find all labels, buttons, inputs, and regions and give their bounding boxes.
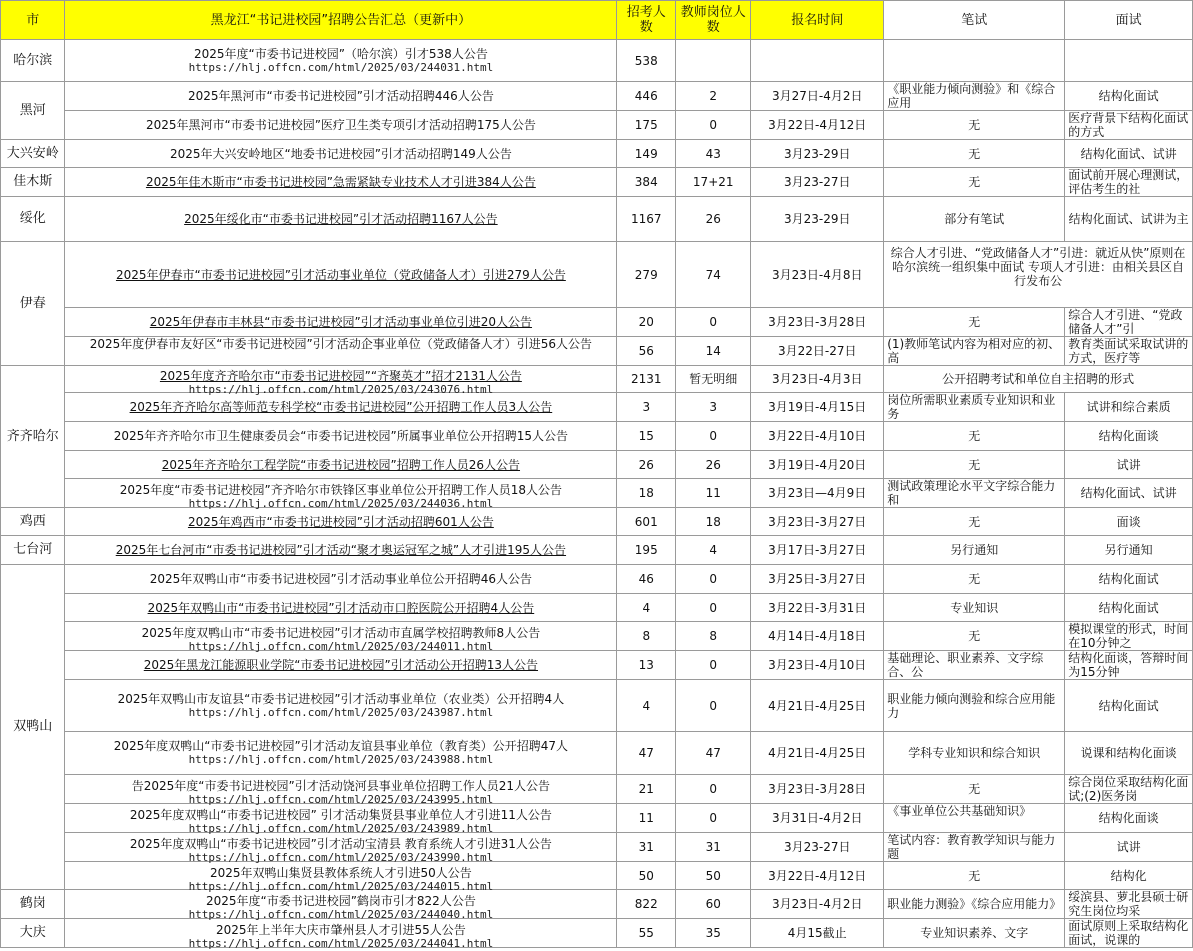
teacher-posts: 0	[676, 651, 751, 680]
interview	[1065, 168, 1193, 197]
written-test	[884, 393, 1065, 422]
interview: 结构化面试	[1065, 680, 1193, 732]
header-written-test: 笔试	[884, 1, 1065, 40]
announcement-cell	[65, 308, 617, 337]
interview-text: 医疗背景下结构化面试的方式	[1068, 111, 1189, 139]
announcement-url[interactable]: https://hlj.offcn.com/html/2025/03/243995.html	[188, 793, 494, 806]
reg-time: 3月23日-3月28日	[751, 308, 884, 337]
announcement-url[interactable]: https://hlj.offcn.com/html/2025/03/244031.html	[188, 60, 494, 74]
reg-time: 3月23-29日	[751, 140, 884, 168]
recruit-count: 47	[617, 732, 676, 775]
reg-time: 3月22日-4月12日	[751, 862, 884, 890]
city-cell: 黑河	[1, 82, 65, 140]
recruit-count: 31	[617, 833, 676, 862]
announcement-url[interactable]: https://hlj.offcn.com/html/2025/03/244011.html	[188, 640, 494, 653]
teacher-posts: 14	[676, 337, 751, 366]
interview: 结构化面试	[1065, 594, 1193, 622]
recruit-count: 20	[617, 308, 676, 337]
written-test: 无	[884, 140, 1065, 168]
written-test	[884, 833, 1065, 862]
header-interview: 面试	[1065, 1, 1193, 40]
reg-time: 3月23日-4月8日	[751, 242, 884, 308]
teacher-posts: 11	[676, 479, 751, 508]
announcement-title[interactable]: 2025年齐齐哈尔市卫生健康委员会“市委书记进校园”所属事业单位公开招聘15人公告	[113, 429, 569, 443]
announcement-title[interactable]: 2025年双鸭山市友谊县“市委书记进校园”引才活动事业单位（农业类）公开招聘4人	[117, 691, 565, 706]
written-test: 部分有笔试	[884, 197, 1065, 242]
written-test-text: 岗位所需职业素质专业知识和业务	[887, 393, 1056, 421]
reg-time: 4月14日-4月18日	[751, 622, 884, 651]
announcement-cell	[65, 594, 617, 622]
announcement-title[interactable]: 2025年黑龙江能源职业学院“市委书记进校园”引才活动公开招聘13人公告	[143, 658, 539, 672]
announcement-title[interactable]: 2025年大兴安岭地区“地委书记进校园”引才活动招聘149人公告	[169, 146, 512, 161]
interview: 结构化面谈	[1065, 804, 1193, 833]
reg-time: 3月22日-4月12日	[751, 111, 884, 140]
teacher-posts: 0	[676, 422, 751, 451]
interview	[1065, 775, 1193, 804]
table-row	[1, 197, 1193, 242]
announcement-cell	[65, 651, 617, 680]
written-test: 职业能力倾向测验和综合应用能力	[884, 680, 1065, 732]
interview	[1065, 337, 1193, 366]
table-row	[1, 680, 1193, 732]
written-test: 无	[884, 565, 1065, 594]
reg-time: 3月22日-4月10日	[751, 422, 884, 451]
recruit-count: 55	[617, 919, 676, 948]
interview	[1065, 919, 1193, 948]
table-row	[1, 651, 1193, 680]
teacher-posts: 0	[676, 565, 751, 594]
reg-time: 3月23日—4月9日	[751, 479, 884, 508]
announcement-title[interactable]: 2025年上半年大庆市肇州县人才引进55人公告	[215, 923, 466, 937]
table-row	[1, 862, 1193, 890]
city-cell: 鸡西	[1, 508, 65, 536]
city-cell: 鹤岗	[1, 890, 65, 919]
interview: 结构化	[1065, 862, 1193, 890]
announcement-cell	[65, 508, 617, 536]
written-test	[884, 804, 1065, 833]
announcement-url[interactable]: https://hlj.offcn.com/html/2025/03/243987.html	[188, 705, 494, 719]
teacher-posts: 50	[676, 862, 751, 890]
teacher-posts: 0	[676, 308, 751, 337]
recruit-count: 279	[617, 242, 676, 308]
announcement-title[interactable]: 2025年齐齐哈尔工程学院“市委书记进校园”招聘工作人员26人公告	[161, 457, 521, 472]
recruit-count: 15	[617, 422, 676, 451]
announcement-title[interactable]: 2025年度双鸭山“市委书记进校园” 引才活动集贤县事业单位人才引进11人公告	[129, 808, 552, 822]
interview	[1065, 111, 1193, 140]
reg-time: 4月15截止	[751, 919, 884, 948]
announcement-title[interactable]: 2025年伊春市丰林县“市委书记进校园”引才活动事业单位引进20人公告	[149, 315, 533, 329]
teacher-posts: 60	[676, 890, 751, 919]
announcement-cell	[65, 536, 617, 565]
written-test-text: 《事业单位公共基础知识》	[887, 804, 1032, 818]
written-test-text: 测试政策理论水平文字综合能力和	[887, 479, 1056, 507]
header-recruit-count: 招考人数	[617, 1, 676, 40]
written-test: 无	[884, 168, 1065, 197]
announcement-title[interactable]: 2025年绥化市“市委书记进校园”引才活动招聘1167人公告	[184, 212, 498, 226]
table-row	[1, 775, 1193, 804]
recruit-count: 21	[617, 775, 676, 804]
announcement-cell	[65, 804, 617, 833]
announcement-title[interactable]: 2025年双鸭山市“市委书记进校园”引才活动市口腔医院公开招聘4人公告	[147, 600, 535, 615]
table-row	[1, 140, 1193, 168]
interview	[1065, 308, 1193, 337]
teacher-posts: 0	[676, 775, 751, 804]
interview-text: 综合岗位采取结构化面试;(2)医务岗	[1068, 775, 1189, 803]
written-test	[884, 337, 1065, 366]
header-teacher-posts: 教师岗位人数	[676, 1, 751, 40]
reg-time: 3月23日-4月3日	[751, 366, 884, 393]
announcement-title[interactable]: 2025年度齐齐哈尔市“市委书记进校园”“齐聚英才”招才2131人公告	[159, 369, 522, 383]
teacher-posts: 43	[676, 140, 751, 168]
table-row	[1, 594, 1193, 622]
reg-time: 4月21日-4月25日	[751, 732, 884, 775]
interview: 结构化面试	[1065, 82, 1193, 111]
recruit-count: 50	[617, 862, 676, 890]
interview: 结构化面试	[1065, 565, 1193, 594]
reg-time	[751, 40, 884, 82]
written-test: 无	[884, 422, 1065, 451]
announcement-url[interactable]: https://hlj.offcn.com/html/2025/03/243988.html	[188, 753, 494, 766]
announcement-title[interactable]: 2025年度双鸭山市“市委书记进校园”引才活动市直属学校招聘教师8人公告	[141, 626, 541, 640]
recruit-count: 56	[617, 337, 676, 366]
announcement-cell	[65, 366, 617, 396]
written-test-text: (1)教师笔试内容为相对应的初、高	[887, 337, 1061, 365]
recruit-count: 46	[617, 565, 676, 594]
city-cell: 大兴安岭	[1, 140, 65, 168]
reg-time: 3月23日-4月2日	[751, 890, 884, 919]
announcement-cell	[65, 622, 617, 651]
written-test: 无	[884, 508, 1065, 536]
teacher-posts: 0	[676, 111, 751, 140]
reg-time: 3月23日-3月27日	[751, 508, 884, 536]
interview-text: 面试前开展心理测试，评估考生的社	[1068, 168, 1189, 196]
announcement-title[interactable]: 2025年七台河市“市委书记进校园”引才活动“聚才奥运冠军之城”人才引进195人公告	[115, 543, 567, 557]
announcement-title[interactable]: 2025年黑河市“市委书记进校园”引才活动招聘446人公告	[187, 89, 494, 103]
interview	[1065, 40, 1193, 82]
announcement-title[interactable]: 2025年度“市委书记进校园”（哈尔滨）引才538人公告	[193, 46, 488, 61]
announcement-title[interactable]: 2025年齐齐哈尔高等师范专科学校“市委书记进校园”公开招聘工作人员3人公告	[129, 400, 553, 414]
written-test-text: 综合人才引进、“党政储备人才”引进：就近从快”原则在哈尔滨统一组织集中面试 专项人才引进：由相关县区自行发布公	[890, 245, 1186, 288]
written-and-interview: 公开招聘考试和单位自主招聘的形式	[884, 366, 1193, 393]
recruit-count: 3	[617, 393, 676, 422]
announcement-title[interactable]: 告2025年度“市委书记进校园”引才活动饶河县事业单位招聘工作人员21人公告	[131, 779, 551, 793]
written-and-interview	[884, 242, 1193, 308]
table-row	[1, 479, 1193, 508]
table-row	[1, 422, 1193, 451]
interview: 试讲和综合素质	[1065, 393, 1193, 422]
written-test: 另行通知	[884, 536, 1065, 565]
announcement-cell	[65, 82, 617, 111]
reg-time: 3月22日-27日	[751, 337, 884, 366]
announcement-cell	[65, 680, 617, 732]
header-reg-time: 报名时间	[751, 1, 884, 40]
reg-time: 3月23日-4月10日	[751, 651, 884, 680]
recruit-count: 384	[617, 168, 676, 197]
table-row	[1, 366, 1193, 393]
teacher-posts	[676, 40, 751, 82]
reg-time: 3月17日-3月27日	[751, 536, 884, 565]
interview	[1065, 890, 1193, 919]
written-test: 无	[884, 308, 1065, 337]
header-city: 市	[1, 1, 65, 40]
recruit-count: 195	[617, 536, 676, 565]
interview	[1065, 651, 1193, 680]
header-row	[1, 1, 1193, 40]
announcement-cell	[65, 890, 617, 919]
table-row	[1, 732, 1193, 775]
announcement-cell	[65, 862, 617, 893]
announcement-title[interactable]: 2025年黑河市“市委书记进校园”医疗卫生类专项引才活动招聘175人公告	[145, 118, 536, 132]
announcement-url[interactable]: https://hlj.offcn.com/html/2025/03/244040.html	[188, 908, 494, 921]
announcement-cell	[65, 422, 617, 451]
table-row	[1, 508, 1193, 536]
table-row	[1, 82, 1193, 111]
table-row	[1, 833, 1193, 862]
table-row	[1, 919, 1193, 948]
written-test	[884, 479, 1065, 508]
announcement-title[interactable]: 2025年度伊春市友好区“市委书记进校园”引才活动企事业单位（党政储备人才）引进56人公告	[89, 337, 593, 351]
written-test: 无	[884, 451, 1065, 479]
teacher-posts: 暂无明细	[676, 366, 751, 393]
announcement-title[interactable]: 2025年佳木斯市“市委书记进校园”急需紧缺专业技术人才引进384人公告	[145, 175, 536, 189]
teacher-posts: 8	[676, 622, 751, 651]
interview-text: 面试原则上采取结构化面试，说课的	[1068, 919, 1189, 947]
teacher-posts: 31	[676, 833, 751, 862]
announcement-cell	[65, 479, 617, 508]
recruit-count: 601	[617, 508, 676, 536]
interview: 结构化面试、试讲为主	[1065, 197, 1193, 242]
announcement-cell	[65, 393, 617, 422]
reg-time: 3月23-29日	[751, 197, 884, 242]
recruit-count: 18	[617, 479, 676, 508]
recruit-count: 822	[617, 890, 676, 919]
announcement-cell	[65, 337, 617, 366]
announcement-url[interactable]: https://hlj.offcn.com/html/2025/03/243076.html	[188, 383, 494, 396]
reg-time: 3月19日-4月15日	[751, 393, 884, 422]
written-test: 职业能力测验》《综合应用能力》	[884, 890, 1065, 919]
recruit-count: 4	[617, 680, 676, 732]
announcement-title[interactable]: 2025年双鸭山集贤县教体系统人才引进50人公告	[209, 865, 472, 880]
teacher-posts: 35	[676, 919, 751, 948]
announcement-title[interactable]: 2025年度“市委书记进校园”齐齐哈尔市铁锋区事业单位公开招聘工作人员18人公告	[119, 483, 563, 497]
announcement-cell	[65, 565, 617, 594]
written-test: 无	[884, 622, 1065, 651]
announcement-title[interactable]: 2025年度双鸭山“市委书记进校园”引才活动友谊县事业单位（教育类）公开招聘47人	[113, 739, 569, 753]
written-test-text: 基础理论、职业素养、文字综合、公	[887, 651, 1044, 679]
written-test: 无	[884, 775, 1065, 804]
announcement-url[interactable]: https://hlj.offcn.com/html/2025/03/243990.html	[188, 851, 494, 864]
written-test: 学科专业知识和综合知识	[884, 732, 1065, 775]
teacher-posts: 47	[676, 732, 751, 775]
city-cell: 双鸭山	[1, 565, 65, 890]
table-row	[1, 40, 1193, 82]
written-test: 无	[884, 111, 1065, 140]
recruit-count: 11	[617, 804, 676, 833]
table-row	[1, 111, 1193, 140]
written-test: 专业知识素养、文字	[884, 919, 1065, 948]
announcement-cell	[65, 40, 617, 82]
written-test: 专业知识	[884, 594, 1065, 622]
recruit-count: 8	[617, 622, 676, 651]
announcement-title[interactable]: 2025年伊春市“市委书记进校园”引才活动事业单位（党政储备人才）引进279人公告	[115, 267, 566, 282]
interview: 结构化面试、试讲	[1065, 140, 1193, 168]
written-test-text: 笔试内容：教育教学知识与能力题	[887, 833, 1056, 861]
reg-time: 3月19日-4月20日	[751, 451, 884, 479]
teacher-posts: 26	[676, 197, 751, 242]
city-cell: 七台河	[1, 536, 65, 565]
announcement-url[interactable]: https://hlj.offcn.com/html/2025/03/244036.html	[188, 497, 494, 510]
interview: 结构化面试、试讲	[1065, 479, 1193, 508]
written-test	[884, 651, 1065, 680]
reg-time: 3月23-27日	[751, 833, 884, 862]
interview: 结构化面谈	[1065, 422, 1193, 451]
table-row	[1, 565, 1193, 594]
reg-time: 3月22日-3月31日	[751, 594, 884, 622]
recruit-count: 13	[617, 651, 676, 680]
teacher-posts: 0	[676, 804, 751, 833]
teacher-posts: 17+21	[676, 168, 751, 197]
interview: 另行通知	[1065, 536, 1193, 565]
reg-time: 3月23-27日	[751, 168, 884, 197]
recruit-count: 2131	[617, 366, 676, 393]
written-test-text: 《职业能力倾向测验》和《综合应用	[887, 82, 1056, 110]
interview: 试讲	[1065, 833, 1193, 862]
announcement-url[interactable]: https://hlj.offcn.com/html/2025/03/243989.html	[188, 822, 494, 835]
table-row	[1, 622, 1193, 651]
table-row	[1, 393, 1193, 422]
recruit-count: 446	[617, 82, 676, 111]
interview	[1065, 622, 1193, 651]
city-cell: 佳木斯	[1, 168, 65, 197]
written-test: 无	[884, 862, 1065, 890]
announcement-url[interactable]: https://hlj.offcn.com/html/2025/03/244041.html	[188, 937, 494, 950]
recruit-count: 175	[617, 111, 676, 140]
teacher-posts: 18	[676, 508, 751, 536]
teacher-posts: 26	[676, 451, 751, 479]
city-cell: 齐齐哈尔	[1, 366, 65, 508]
city-cell: 绥化	[1, 197, 65, 242]
interview-text: 结构化面谈，答辩时间为15分钟	[1068, 651, 1189, 679]
teacher-posts: 4	[676, 536, 751, 565]
interview: 说课和结构化面谈	[1065, 732, 1193, 775]
reg-time: 3月27日-4月2日	[751, 82, 884, 111]
announcement-cell	[65, 775, 617, 804]
table-row	[1, 451, 1193, 479]
announcement-cell	[65, 242, 617, 308]
announcement-title[interactable]: 2025年鸡西市“市委书记进校园”引才活动招聘601人公告	[187, 514, 494, 529]
recruit-count: 26	[617, 451, 676, 479]
header-announcement: 黑龙江“书记进校园”招聘公告汇总（更新中）	[65, 1, 617, 40]
teacher-posts: 0	[676, 594, 751, 622]
teacher-posts: 2	[676, 82, 751, 111]
announcement-title[interactable]: 2025年双鸭山市“市委书记进校园”引才活动事业单位公开招聘46人公告	[149, 572, 533, 586]
reg-time: 4月21日-4月25日	[751, 680, 884, 732]
announcement-cell	[65, 197, 617, 242]
city-cell: 哈尔滨	[1, 40, 65, 82]
announcement-title[interactable]: 2025年度“市委书记进校园”鹤岗市引才822人公告	[205, 894, 476, 908]
interview-text: 教育类面试采取试讲的方式，医疗等	[1068, 337, 1189, 365]
announcement-cell	[65, 833, 617, 862]
recruit-count: 538	[617, 40, 676, 82]
reg-time: 3月23日-3月28日	[751, 775, 884, 804]
reg-time: 3月25日-3月27日	[751, 565, 884, 594]
written-test	[884, 82, 1065, 111]
table-row	[1, 308, 1193, 337]
reg-time: 3月31日-4月2日	[751, 804, 884, 833]
announcement-cell	[65, 732, 617, 775]
interview: 试讲	[1065, 451, 1193, 479]
recruit-count: 149	[617, 140, 676, 168]
announcement-cell	[65, 111, 617, 140]
table-row	[1, 242, 1193, 308]
recruit-count: 1167	[617, 197, 676, 242]
table-row	[1, 168, 1193, 197]
teacher-posts: 74	[676, 242, 751, 308]
recruit-count: 4	[617, 594, 676, 622]
announcement-cell	[65, 140, 617, 168]
teacher-posts: 3	[676, 393, 751, 422]
table-row	[1, 890, 1193, 919]
announcement-cell	[65, 451, 617, 479]
interview-text: 绥滨县、萝北县硕士研究生岗位均采	[1068, 890, 1189, 918]
city-cell: 伊春	[1, 242, 65, 366]
written-test	[884, 40, 1065, 82]
announcement-cell	[65, 168, 617, 197]
table-row	[1, 536, 1193, 565]
table-row	[1, 804, 1193, 833]
teacher-posts: 0	[676, 680, 751, 732]
city-cell: 大庆	[1, 919, 65, 948]
table-row	[1, 337, 1193, 366]
announcement-cell	[65, 919, 617, 948]
announcement-url[interactable]: https://hlj.offcn.com/html/2025/03/244015.html	[188, 879, 494, 893]
interview: 面谈	[1065, 508, 1193, 536]
announcement-title[interactable]: 2025年度双鸭山“市委书记进校园”引才活动宝清县 教育系统人才引进31人公告	[129, 837, 552, 851]
interview-text: 模拟课堂的形式，时间在10分钟之	[1068, 622, 1189, 650]
interview-text: 综合人才引进、“党政储备人才”引	[1068, 308, 1183, 336]
